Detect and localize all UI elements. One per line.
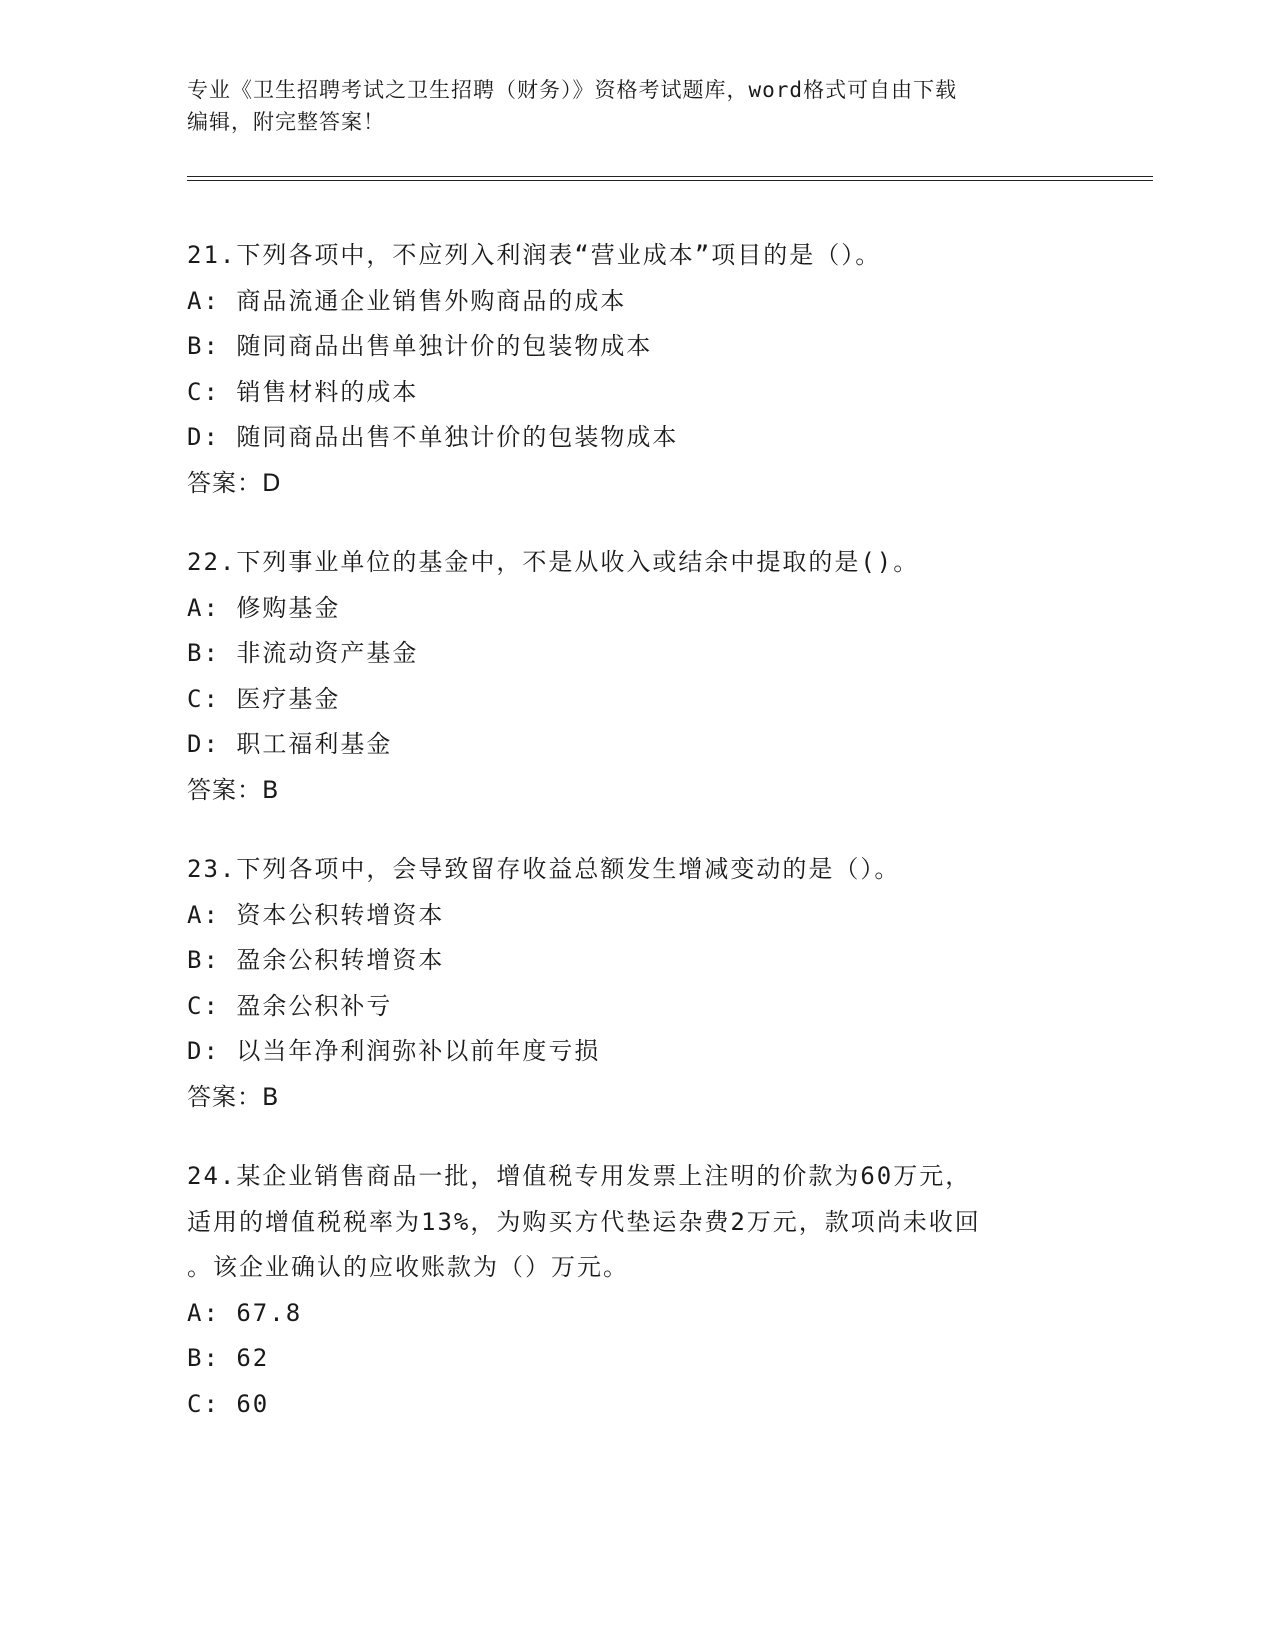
option-a: A: 资本公积转增资本 <box>187 900 445 929</box>
question-stem-line-1: 24.某企业销售商品一批，增值税专用发票上注明的价款为60万元， <box>187 1162 972 1190</box>
option-a: A: 67.8 <box>187 1298 303 1327</box>
document-header <box>187 74 1087 138</box>
question-stem: 21.下列各项中，不应列入利润表“营业成本”项目的是（）。 <box>187 241 882 269</box>
answer: 答案：D <box>187 468 282 497</box>
option-a: A: 商品流通企业销售外购商品的成本 <box>187 286 627 315</box>
option-c: C: 盈余公积补亏 <box>187 991 393 1020</box>
option-a: A: 修购基金 <box>187 593 341 622</box>
question-22 <box>187 540 1087 813</box>
option-d: D: 随同商品出售不单独计价的包装物成本 <box>187 423 679 451</box>
answer: 答案：B <box>187 1082 280 1111</box>
question-stem-line-3: 。该企业确认的应收账款为（）万元。 <box>187 1253 629 1281</box>
option-c: C: 销售材料的成本 <box>187 377 419 406</box>
option-b: B: 非流动资产基金 <box>187 639 419 667</box>
option-b: B: 盈余公积转增资本 <box>187 946 445 974</box>
option-c: C: 60 <box>187 1389 270 1418</box>
header-line-2: 编辑，附完整答案！ <box>187 110 385 134</box>
header-divider <box>187 176 1153 181</box>
question-stem-line-2: 适用的增值税税率为13%，为购买方代垫运杂费2万元，款项尚未收回 <box>187 1207 981 1236</box>
question-stem: 23.下列各项中，会导致留存收益总额发生增减变动的是（）。 <box>187 855 901 883</box>
question-21 <box>187 233 1087 506</box>
answer: 答案：B <box>187 775 280 804</box>
option-b: B: 62 <box>187 1344 270 1372</box>
question-24 <box>187 1154 1087 1427</box>
question-list <box>187 233 1087 1461</box>
question-23 <box>187 847 1087 1120</box>
header-line-1: 专业《卫生招聘考试之卫生招聘（财务）》资格考试题库，word格式可自由下载 <box>187 78 958 102</box>
option-d: D: 以当年净利润弥补以前年度亏损 <box>187 1037 601 1065</box>
option-b: B: 随同商品出售单独计价的包装物成本 <box>187 332 653 360</box>
question-stem: 22.下列事业单位的基金中，不是从收入或结余中提取的是()。 <box>187 548 920 576</box>
option-c: C: 医疗基金 <box>187 684 341 713</box>
option-d: D: 职工福利基金 <box>187 730 393 758</box>
